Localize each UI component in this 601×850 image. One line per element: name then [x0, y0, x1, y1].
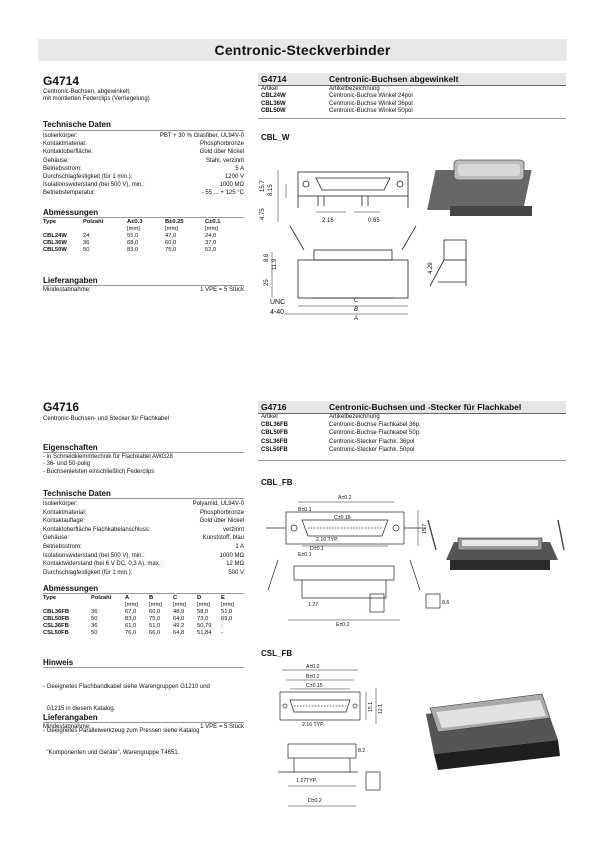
tech-value: 5 A — [235, 165, 244, 172]
g4714-desc-line: mit montierten Federclips (Verriegelung) — [43, 96, 150, 103]
dim-cslfb-h1: 15.1 — [368, 701, 374, 712]
table-cell: 36 — [83, 239, 90, 246]
dim-cblw-h1: 15.7 — [260, 180, 266, 192]
tech-label: Gehäuse: — [43, 157, 70, 164]
dim-cslfb-d: D±0.2 — [308, 798, 322, 804]
dim-cslfb-a: A±0.2 — [306, 664, 320, 670]
tech-value: PBT + 30 % Glasfiber, UL94V-0 — [159, 133, 244, 139]
divider — [43, 498, 244, 499]
tech-value: Stahl, verzinnt — [205, 157, 244, 164]
list-item: - Geeignetes Flachbandkabel siehe Warengruppen G1210 und — [43, 683, 210, 690]
cblfb-clip — [410, 560, 420, 590]
dim-cblfb-h: 15.7 — [422, 523, 428, 534]
table-cell: CSL50FB — [43, 629, 69, 636]
cblw-end-view — [444, 240, 466, 260]
dim-cslfb-h2: 12.1 — [378, 703, 384, 714]
cblfb-side-body — [294, 566, 394, 580]
table-cell: - — [221, 622, 223, 629]
cblw-screw-hole — [303, 181, 309, 187]
g4716-articles-list — [258, 421, 566, 455]
dim-cblw-h2: 8.15 — [268, 184, 274, 196]
list-item: G1215 in diesem Katalog. — [43, 706, 116, 713]
divider — [43, 130, 244, 131]
table-cell: 60,0 — [149, 608, 161, 615]
table-cell: 68,0 — [127, 239, 139, 246]
tech-value: 1000 MΩ — [219, 182, 244, 189]
header-cell: C±0.1 — [205, 218, 221, 225]
g4714-dims-table — [43, 218, 244, 253]
tech-label: Kontaktmaterial: — [43, 141, 87, 148]
table-cell: 58,0 — [197, 608, 209, 615]
table-cell: 50 — [91, 615, 98, 622]
articles-header-bezeichnung: Artikelbezeichnung — [329, 86, 380, 92]
tech-label: Kontaktoberfläche: — [43, 149, 94, 156]
table-row — [43, 246, 244, 253]
table-units-row — [43, 225, 244, 232]
list-item: "Komponenten und Geräte", Warengruppe T4651. — [43, 750, 180, 757]
tech-row — [43, 140, 244, 148]
cblfb-product-photo — [428, 520, 564, 570]
g4716-lief-value: 1 VPE = 5 Stück — [200, 724, 244, 730]
article-row — [258, 438, 566, 446]
article-row — [258, 93, 566, 101]
dim-cblw-unc: UNC — [270, 299, 286, 306]
articles-header-artikel: Artikel — [261, 414, 278, 420]
table-cell: 69,0 — [221, 615, 233, 622]
dim-cblw-s2: 11.9 — [272, 258, 278, 270]
dim-cblfb-86: 8.6 — [442, 600, 450, 606]
unit-cell: [mm] — [197, 601, 210, 608]
tech-value: 1 A — [235, 543, 244, 550]
table-cell: 64,8 — [173, 629, 185, 636]
g4714-tech-list — [43, 132, 244, 198]
cslfb-product-photo — [426, 694, 560, 770]
table-cell: 50 — [91, 629, 98, 636]
table-cell: 48,9 — [173, 608, 185, 615]
g4716-lief-label: Mindestabnahme: — [43, 724, 91, 730]
cblw-technical-drawing — [258, 140, 566, 325]
dim-cblfb-e: E±0.1 — [298, 552, 312, 558]
dim-cblw-s4: 4.29 — [428, 262, 434, 274]
table-header-row — [43, 594, 244, 601]
tech-value: - 55 ... + 125 °C — [201, 190, 244, 197]
tech-row — [43, 526, 244, 535]
dim-cblw-c: C — [354, 298, 359, 304]
table-cell: 37,0 — [205, 239, 217, 246]
table-row — [43, 615, 244, 622]
g4714-right-code: G4714 — [261, 74, 287, 84]
drawing-label-cblfb: CBL_FB — [261, 478, 293, 487]
tech-label: Durchschlagfestigkeit (für 1 min.): — [43, 569, 133, 576]
tech-value: Kunststoff, blau — [202, 535, 244, 542]
divider — [43, 452, 244, 453]
table-cell: 67,0 — [125, 608, 137, 615]
tech-row — [43, 552, 244, 561]
dim-cblw-a: A — [354, 316, 359, 322]
g4716-dims-table — [43, 594, 244, 636]
header-cell: Type — [43, 594, 57, 601]
article-desc: Centronic-Stecker Flachk. 50pol — [329, 447, 415, 454]
tech-row — [43, 181, 244, 189]
article-desc: Centronic-Buchse Winkel 50pol — [329, 108, 413, 114]
tech-label: Kontaktmaterial: — [43, 509, 87, 516]
g4714-desc-line: Centronic-Buchsen, abgewinkelt, — [43, 89, 131, 95]
table-cell: 73,0 — [197, 615, 209, 622]
tech-label: Betriebsstrom: — [43, 543, 82, 550]
tech-row — [43, 569, 244, 578]
dim-cblfb-127: 1.27 — [308, 602, 319, 608]
g4714-right-title: Centronic-Buchsen abgewinkelt — [329, 74, 459, 84]
dim-cblfb-e2: E±0.2 — [336, 622, 350, 628]
header-cell: A — [125, 594, 130, 601]
list-item: - 36- und 50-polig — [43, 461, 91, 468]
dim-cslfb-typ: 2.16 TYP. — [302, 722, 325, 728]
header-cell: Polzahl — [91, 594, 112, 601]
table-cell: CBL50FB — [43, 615, 70, 622]
tech-row — [43, 157, 244, 165]
tech-value: Phosphorbronze — [199, 509, 244, 516]
header-cell: B±0.25 — [165, 218, 184, 225]
table-cell: 49,2 — [173, 622, 185, 629]
cslfb-front-plug — [290, 700, 350, 712]
divider — [43, 722, 244, 723]
tech-row — [43, 534, 244, 543]
unit-cell: [mm] — [165, 225, 178, 232]
divider — [43, 285, 244, 286]
dim-cblw-w2: 0.65 — [368, 218, 380, 224]
tech-row — [43, 165, 244, 173]
cblw-front-socket — [316, 178, 390, 190]
table-cell: 51,0 — [149, 622, 161, 629]
table-cell: 55,0 — [127, 232, 139, 239]
list-item: - Geeignetes Parallelwerkzeug zum Pressen siehe Katalog — [43, 728, 200, 735]
cblw-clip — [290, 226, 304, 250]
g4716-hinweis-title: Hinweis — [43, 658, 74, 667]
tech-value: Gold über Nickel — [199, 518, 244, 525]
table-cell: CBL36W — [43, 239, 67, 246]
tech-value: Phosphorbronze — [199, 141, 244, 148]
article-desc: Centronic-Buchse Winkel 36pol — [329, 100, 413, 107]
unit-cell: [mm] — [127, 225, 140, 232]
tech-row — [43, 173, 244, 181]
table-cell: 61,0 — [125, 622, 137, 629]
cblw-side-body — [298, 260, 408, 298]
article-code: CSL50FB — [261, 447, 288, 454]
table-cell: 51,84 — [197, 629, 212, 636]
header-cell: C — [173, 594, 178, 601]
g4716-lief-title: Lieferangaben — [43, 713, 98, 722]
table-cell: CSL36FB — [43, 622, 69, 629]
table-cell: 66,0 — [149, 629, 161, 636]
g4716-tech-title: Technische Daten — [43, 489, 111, 498]
tech-value: 1000 MΩ — [219, 552, 244, 559]
g4716-tech-list — [43, 500, 244, 577]
unit-cell: [mm] — [221, 601, 234, 608]
table-cell: 83,0 — [127, 246, 139, 253]
unit-cell: [mm] — [125, 601, 138, 608]
g4714-lief-label: Mindestabnahme: — [43, 287, 91, 293]
table-cell: CBL50W — [43, 246, 67, 253]
cblw-front-body — [298, 172, 408, 196]
dim-cblw-s1: 8.6 — [264, 253, 270, 262]
tech-value: 500 V — [228, 569, 244, 576]
unit-cell: [mm] — [149, 601, 162, 608]
article-code: CBL36W — [261, 100, 286, 107]
dim-cslfb-c: C±0.15 — [306, 683, 323, 689]
table-row — [43, 622, 244, 629]
table-row — [43, 608, 244, 615]
tech-row — [43, 500, 244, 509]
g4716-desc: Centronic-Buchsen- und Stecker für Flachkabel — [43, 416, 170, 422]
g4714-articles-list — [258, 93, 566, 116]
divider — [258, 118, 566, 119]
article-desc: Centronic-Buchse Flachkabel 36p. — [329, 422, 421, 428]
header-cell: E — [221, 594, 225, 601]
tech-label: Isolationswiderstand (bei 500 V), min.: — [43, 182, 145, 189]
articles-header-artikel: Artikel — [261, 86, 278, 92]
divider — [258, 460, 566, 461]
article-desc: Centronic-Stecker Flachk. 36pol — [329, 438, 415, 445]
header-cell: Polzahl — [83, 218, 104, 225]
tech-label: Isolationswiderstand (bei 500 V), min.: — [43, 552, 145, 559]
tech-row — [43, 517, 244, 526]
tech-label: Durchschlagfestigkeit (für 1 min.): — [43, 173, 133, 180]
table-row — [43, 232, 244, 239]
header-cell: D — [197, 594, 202, 601]
dim-cblfb-a: A±0.2 — [338, 495, 352, 501]
table-cell: 50 — [83, 246, 90, 253]
header-cell: A±0.3 — [127, 218, 143, 225]
tech-value: verzinnt — [222, 526, 244, 533]
unit-cell: [mm] — [173, 601, 186, 608]
tech-row — [43, 543, 244, 552]
table-cell: 47,0 — [165, 232, 177, 239]
divider — [258, 85, 566, 86]
table-cell: 36 — [91, 622, 98, 629]
cblfb-technical-drawing — [258, 490, 566, 635]
cblw-side-top — [314, 250, 392, 260]
article-row — [258, 446, 566, 454]
g4716-code: G4716 — [43, 400, 80, 414]
table-cell: 64,0 — [173, 615, 185, 622]
tech-value: 1200 V — [224, 173, 244, 180]
g4714-lief-title: Lieferangaben — [43, 276, 98, 285]
tech-label: Kontaktwiderstand (bei 6 V DC, 0,3 A), max.: — [43, 561, 163, 568]
table-cell: 60,0 — [165, 239, 177, 246]
dim-cslfb-82: 8.2 — [358, 748, 366, 754]
list-item: - Buchsenleisten einschließlich Federclips — [43, 468, 155, 475]
header-cell: Type — [43, 218, 57, 225]
table-cell: 36 — [91, 608, 98, 615]
tech-label: Kontaktauflage: — [43, 518, 85, 525]
unit-cell: [mm] — [205, 225, 218, 232]
tech-value: 12 MΩ — [226, 561, 244, 568]
g4716-props-title: Eigenschaften — [43, 443, 98, 452]
cslfb-side-body — [288, 744, 356, 758]
g4714-tech-title: Technische Daten — [43, 120, 111, 129]
dim-cslfb-127: 1.27TYP. — [296, 778, 317, 784]
g4716-right-title: Centronic-Buchsen und -Stecker für Flachkabel — [329, 402, 522, 412]
articles-header-bezeichnung: Artikelbezeichnung — [329, 414, 380, 420]
table-cell: 50,79 — [197, 622, 212, 629]
table-cell: 76,0 — [125, 629, 137, 636]
article-code: CBL24W — [261, 93, 286, 99]
tech-label: Gehäuse: — [43, 535, 70, 542]
table-cell: 24 — [83, 232, 90, 239]
dim-cblw-w1: 2.16 — [322, 218, 334, 224]
dim-cblw-unc2: 4-40 — [270, 309, 285, 316]
drawing-label-cblw: CBL_W — [261, 133, 290, 142]
table-row — [43, 629, 244, 636]
divider — [258, 413, 566, 414]
dim-cblfb-typ: 2.16 TYP. — [316, 537, 339, 543]
page-title: Centronic-Steckverbinder — [38, 39, 567, 61]
dim-cblfb-c: C±0.15 — [334, 515, 351, 521]
g4714-lief-value: 1 VPE = 5 Stück — [200, 287, 244, 293]
tech-row — [43, 509, 244, 518]
table-cell: - — [221, 629, 223, 636]
table-row — [43, 239, 244, 246]
tech-value: Gold über Nickel — [199, 149, 244, 156]
list-item: - in Schneidklemmtechnik für Flachkabel AWG28 — [43, 454, 173, 460]
table-cell: 51,0 — [221, 608, 233, 615]
g4716-right-code: G4716 — [261, 402, 287, 412]
article-code: CBL50FB — [261, 430, 289, 437]
header-cell: B — [149, 594, 154, 601]
table-cell: 75,0 — [149, 615, 161, 622]
tech-row — [43, 189, 244, 197]
table-cell: 24,0 — [205, 232, 217, 239]
g4714-desc — [43, 89, 150, 104]
tech-label: Betriebstemperatur: — [43, 190, 96, 197]
tech-row — [43, 148, 244, 156]
article-row — [258, 429, 566, 437]
divider — [43, 667, 244, 668]
tech-label: Kontaktoberfläche Flachkabelanschluss: — [43, 526, 151, 533]
table-cell: 52,0 — [205, 246, 217, 253]
g4714-dims-title: Abmessungen — [43, 208, 99, 217]
dim-cblfb-d: D±0.1 — [310, 546, 324, 552]
cblw-screw-hole — [397, 181, 403, 187]
cblw-clip — [402, 226, 416, 250]
article-code: CSL36FB — [261, 438, 288, 445]
table-cell: CBL36FB — [43, 608, 70, 615]
dim-cblw-s3: 25 — [264, 279, 270, 286]
article-code: CBL50W — [261, 108, 286, 114]
article-row — [258, 421, 566, 429]
article-code: CBL36FB — [261, 422, 289, 428]
dim-cblw-b: B — [354, 307, 359, 313]
cblw-product-photo — [427, 160, 532, 216]
dim-cblw-h3: 4.75 — [260, 208, 266, 220]
tech-value: Polyamid, UL94V-0 — [192, 501, 244, 507]
dim-cblfb-b: B±0.1 — [298, 507, 312, 513]
tech-row — [43, 132, 244, 140]
article-row — [258, 108, 566, 116]
table-cell: 83,0 — [125, 615, 137, 622]
table-units-row — [43, 601, 244, 608]
table-cell: 75,0 — [165, 246, 177, 253]
g4716-dims-title: Abmessungen — [43, 584, 99, 593]
drawing-label-cslfb: CSL_FB — [261, 649, 293, 658]
article-row — [258, 101, 566, 109]
g4714-code: G4714 — [43, 74, 80, 88]
tech-row — [43, 560, 244, 569]
article-desc: Centronic-Buchse Winkel 24pol — [329, 93, 413, 99]
cslfb-technical-drawing — [258, 660, 566, 815]
dim-cslfb-b: B±0.2 — [306, 674, 320, 680]
table-header-row — [43, 218, 244, 225]
cblfb-clip — [268, 560, 278, 590]
g4716-props — [43, 454, 173, 476]
article-desc: Centronic-Buchse Flachkabel 50p. — [329, 430, 421, 437]
table-cell: CBL24W — [43, 232, 67, 239]
tech-label: Betriebsstrom: — [43, 165, 82, 172]
tech-label: Isolierkörper: — [43, 133, 78, 139]
tech-label: Isolierkörper: — [43, 501, 78, 507]
